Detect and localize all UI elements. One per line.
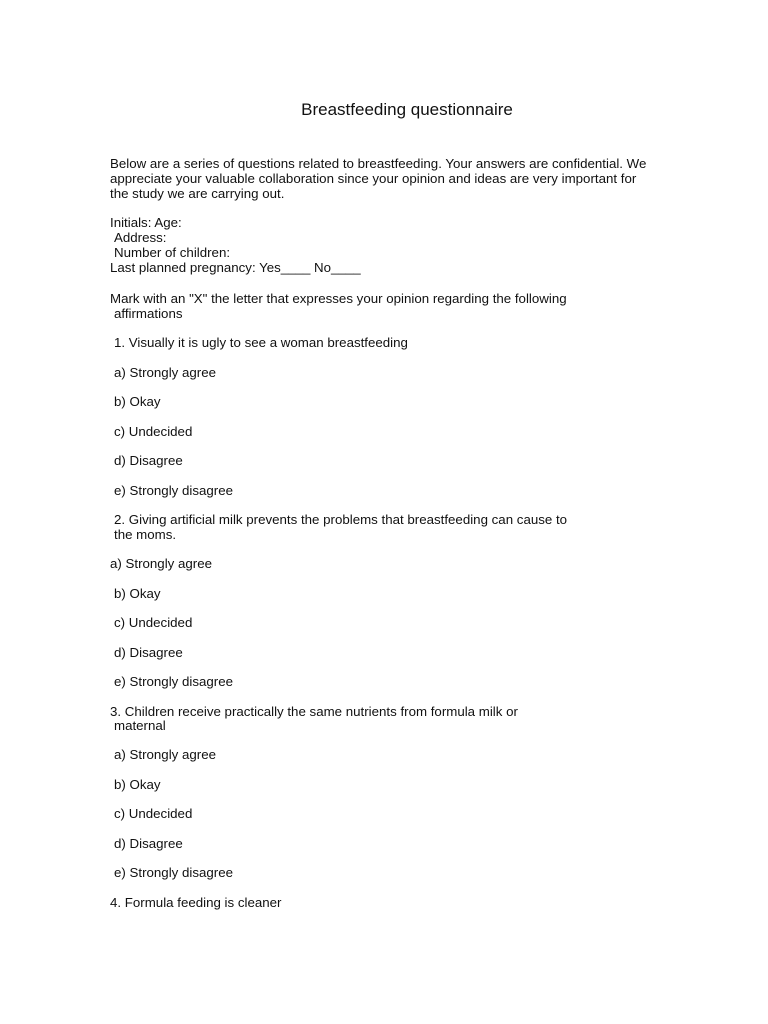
question-2-option-b: b) Okay: [114, 586, 161, 601]
page-title: Breastfeeding questionnaire: [301, 100, 513, 119]
question-2-option-a: a) Strongly agree: [110, 556, 212, 571]
instruction-line: affirmations: [114, 306, 183, 321]
question-3-option-e: e) Strongly disagree: [114, 865, 233, 880]
intro-line: Below are a series of questions related to breastfeeding. Your answers are confidential. We: [110, 156, 647, 171]
question-1-option-d: d) Disagree: [114, 453, 183, 468]
question-2-text: the moms.: [114, 527, 177, 542]
question-2-option-e: e) Strongly disagree: [114, 674, 233, 689]
initials-age-field: Initials: Age:: [110, 215, 182, 230]
question-1-text: 1. Visually it is ugly to see a woman breastfeeding: [114, 335, 408, 350]
question-2-text: 2. Giving artificial milk prevents the problems that breastfeeding can cause to: [114, 512, 568, 527]
pregnancy-field: Last planned pregnancy: Yes____ No____: [110, 260, 361, 275]
question-1-option-c: c) Undecided: [114, 424, 193, 439]
question-3-option-b: b) Okay: [114, 777, 161, 792]
question-1-option-a: a) Strongly agree: [114, 365, 216, 380]
intro-line: the study we are carrying out.: [110, 186, 285, 201]
question-1-option-b: b) Okay: [114, 394, 161, 409]
intro-line: appreciate your valuable collaboration since your opinion and ideas are very important for: [110, 171, 637, 186]
question-3-option-c: c) Undecided: [114, 806, 193, 821]
question-4-text: 4. Formula feeding is cleaner: [110, 895, 282, 910]
question-1-option-e: e) Strongly disagree: [114, 483, 233, 498]
question-3-option-a: a) Strongly agree: [114, 747, 216, 762]
children-field: Number of children:: [114, 245, 231, 260]
question-2-option-c: c) Undecided: [114, 615, 193, 630]
address-field: Address:: [114, 230, 167, 245]
question-3-text: maternal: [114, 718, 166, 733]
question-2-option-d: d) Disagree: [114, 645, 183, 660]
question-3-option-d: d) Disagree: [114, 836, 183, 851]
instruction-line: Mark with an "X" the letter that expresses your opinion regarding the following: [110, 291, 567, 306]
question-3-text: 3. Children receive practically the same nutrients from formula milk or: [110, 704, 518, 719]
